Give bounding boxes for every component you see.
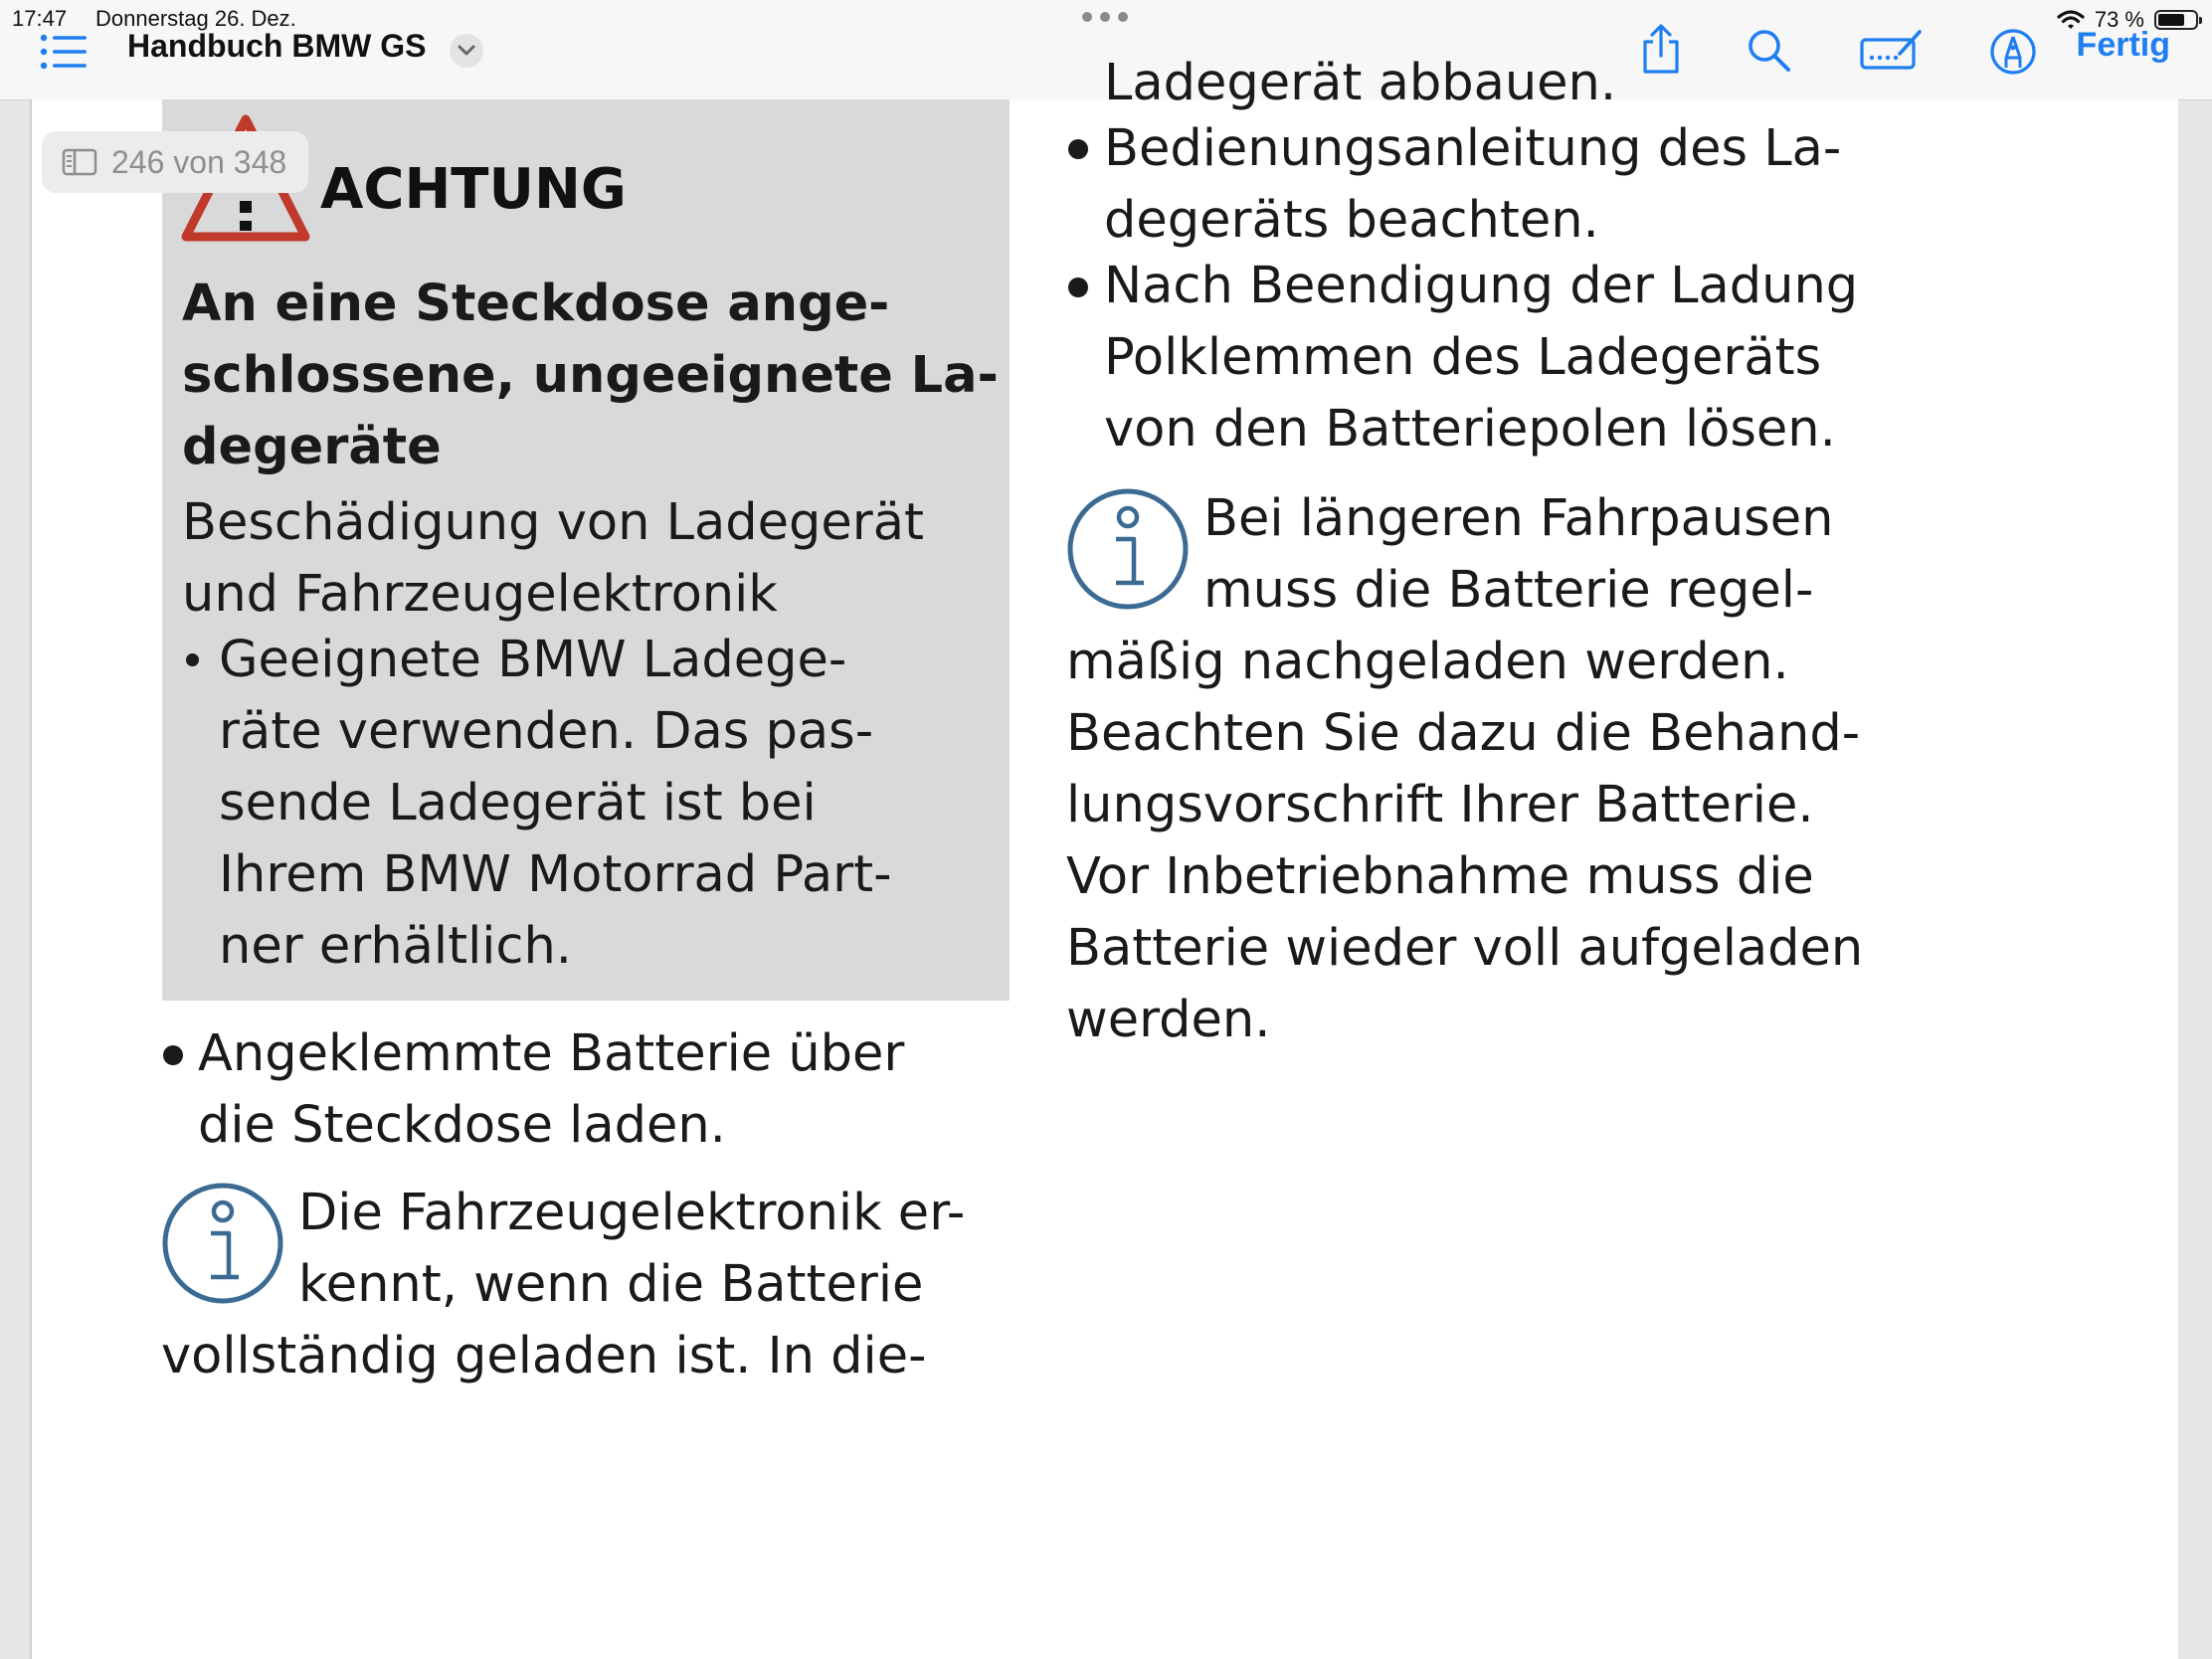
info-text-line: Vor Inbetriebnahme muss die: [1066, 847, 1814, 906]
warning-title-line: An eine Steckdose ange-: [182, 275, 890, 333]
page-indicator-label: 246 von 348: [111, 143, 287, 180]
done-button[interactable]: Fertig: [2076, 26, 2170, 64]
sidebar-icon: [62, 148, 97, 176]
bullet-line: Bedienungsanleitung des La-: [1104, 119, 1842, 178]
info-text-line: Beachten Sie dazu die Behand-: [1066, 704, 1861, 763]
bullet-line: Nach Beendigung der Ladung: [1104, 257, 1859, 315]
info-icon: [161, 1182, 284, 1305]
bullet-line: Angeklemmte Batterie über: [198, 1024, 905, 1083]
document-title[interactable]: Handbuch BMW GS: [127, 28, 427, 64]
info-text-line: lungsvorschrift Ihrer Batterie.: [1066, 776, 1814, 834]
info-text-line: Batterie wieder voll aufgeladen: [1066, 919, 1864, 978]
warning-bullet-line: sende Ladegerät ist bei: [219, 774, 817, 832]
status-time: 17:47: [12, 6, 68, 31]
bullet-line: die Steckdose laden.: [198, 1096, 726, 1155]
info-text-line: Bei längeren Fahrpausen: [1203, 489, 1834, 548]
page-indicator[interactable]: [42, 131, 308, 193]
info-text-line: kennt, wenn die Batterie: [298, 1255, 924, 1314]
status-date: Donnerstag 26. Dez.: [95, 6, 296, 31]
chevron-down-icon: [450, 34, 483, 68]
bullet-line: degeräts beachten.: [1104, 191, 1599, 250]
multitasking-dots-icon[interactable]: [1082, 10, 1128, 24]
info-icon: [1066, 487, 1190, 611]
share-icon[interactable]: [1639, 24, 1683, 76]
warning-title-line: schlossene, ungeeignete La-: [182, 346, 999, 405]
info-text-line: Die Fahrzeugelektronik er-: [298, 1184, 966, 1242]
list-icon[interactable]: [40, 34, 88, 70]
bullet-dot: [1068, 277, 1088, 297]
info-text-line: werden.: [1066, 991, 1271, 1049]
bullet-dot: [163, 1045, 183, 1065]
bullet-line: Polklemmen des Ladegeräts: [1104, 328, 1822, 387]
markup-icon[interactable]: [1860, 28, 1924, 72]
warning-bullet-line: Ihrem BMW Motorrad Part-: [219, 845, 892, 904]
bullet-line: von den Batteriepolen lösen.: [1104, 400, 1836, 459]
warning-bullet-line: ner erhältlich.: [219, 917, 572, 976]
bullet-dot: [1068, 139, 1088, 159]
pencil-tip-icon[interactable]: [1989, 28, 2037, 76]
warning-bullet-line: räte verwenden. Das pas-: [219, 702, 874, 761]
cut-off-line: Ladegerät abbauen.: [1104, 54, 1617, 112]
search-icon[interactable]: [1747, 28, 1792, 74]
warning-title-line: degeräte: [182, 418, 442, 476]
battery-percent: 73 %: [2094, 7, 2144, 32]
title-menu-button[interactable]: [450, 34, 483, 68]
warning-consequence-line: und Fahrzeugelektronik: [182, 565, 778, 624]
warning-bullet-line: Geeignete BMW Ladege-: [219, 631, 847, 689]
warning-heading: ACHTUNG: [320, 157, 627, 222]
info-text-line: mäßig nachgeladen werden.: [1066, 633, 1789, 691]
warning-consequence-line: Beschädigung von Ladegerät: [182, 493, 924, 552]
bullet-dot: [186, 653, 199, 666]
info-text-line: vollständig geladen ist. In die-: [161, 1327, 927, 1385]
info-text-line: muss die Batterie regel-: [1203, 561, 1814, 620]
